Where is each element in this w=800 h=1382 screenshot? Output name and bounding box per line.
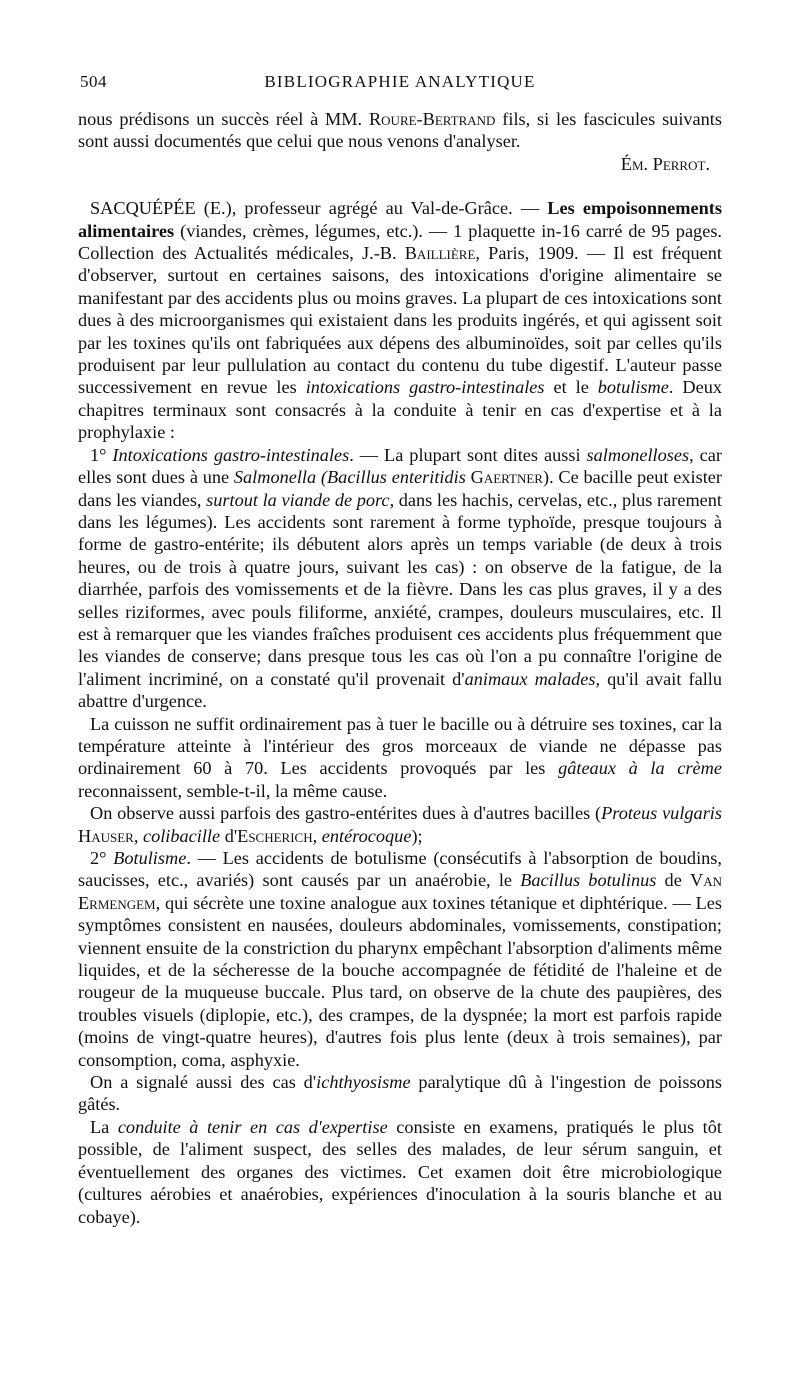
review1-closing-paragraph: nous prédisons un succès réel à MM. Roure-Bertrand fils, si les fascicules suivants sont aussi documentés que celui que nous venons d'analyser. [78,109,722,152]
paragraph-cuisson: La cuisson ne suffit ordinairement pas à tuer le bacille ou à détruire ses toxines, car la température atteinte à l'intérieur des gros morceaux de viande ne dépasse pas ordinairement 60 à 70. Les accidents provoqués par les gâteaux à la crème reconnaissent, semble-t-il, la même cause. [78,713,722,801]
paragraph-conduite: La conduite à tenir en cas d'expertise consiste en examens, pratiqués le plus tôt possible, de l'aliment suspect, des selles des malades, de leur sérum sanguin, et éventuellement des organes des victimes. Cet examen doit être microbiologique (cultures aérobies et anaérobies, expériences d'inoculation à la souris blanche et au cobaye). [78,1116,722,1227]
section-intoxications: 1° Intoxications gastro-intestinales. — La plupart sont dites aussi salmonelloses, car elles sont dues à une Salmonella (Bacillus enteritidis Gaertner). Ce bacille peut exister dans les viandes, surtout la viande de porc, dans les hachis, cervelas, etc., plus rarement dans les légumes). Les accidents sont rarement à forme typhoïde, presque toujours à forme de gastro-entérite; ils débutent alors après un temps variable (de deux à trois heures, ou de trois à quatre jours, suivant les cas) : on observe de la fatigue, de la diarrhée, parfois des vomissements et de la fièvre. Dans les cas plus graves, il y a des selles riziformes, avec pouls filiforme, anxiété, crampes, douleurs musculaires, etc. Il est à remarquer que les viandes fraîches produisent ces accidents plus fréquemment que les viandes de conserve; dans presque tous les cas où l'on a pu connaître l'origine de l'aliment incriminé, on a constaté qu'il provenait d'animaux malades, qu'il avait fallu abattre d'urgence. [78,444,723,712]
page-number: 504 [80,72,107,91]
review1-signature: Ém. Perrot. [620,153,710,174]
page-header [80,72,720,96]
paragraph-autres-bacilles: On observe aussi parfois des gastro-entérites dues à d'autres bacilles (Proteus vulgaris Hauser, colibacille d'Escherich, entérocoque); [78,803,722,846]
section-botulisme: 2° Botulisme. — Les accidents de botulisme (consécutifs à l'absorption de boudins, saucisses, etc., avariés) sont causés par un anaérobie, le Bacillus botulinus de Van Ermengem, qui sécrète une toxine analogue aux toxines tétanique et diphtérique. — Les symptômes consistent en nausées, douleurs abdominales, vomissements, constipation; viennent ensuite de la constriction du pharynx empêchant l'absorption d'aliments même liquides, et de la sécheresse de la bouche accompagnée de fétidité de l'haleine et de rougeur de la muqueuse buccale. Plus tard, on observe de la chute des paupières, des troubles visuels (diplopie, etc.), des crampes, de la dyspnée; la mort est parfois rapide (moins de vingt-quatre heures), d'autres fois plus lente (deux à trois semaines), par consomption, coma, asphyxie. [78,848,722,1070]
body-text [78,108,722,1228]
paragraph-ichthyosisme: On a signalé aussi des cas d'ichthyosisme paralytique dû à l'ingestion de poissons gâtés. [78,1072,722,1115]
publisher-name: Baillière [404,243,476,264]
name-roure-bertrand: Roure-Bertrand [368,109,496,129]
review2-citation: SACQUÉPÉE (E.), professeur agrégé au Val-de-Grâce. — Les empoisonnements alimentaires (viandes, crèmes, légumes, etc.). — 1 plaquette in-16 carré de 95 pages. Collection des Actualités médicales, J.-B. Baillière, Paris, 1909. — Il est fréquent d'observer, surtout en certaines saisons, des intoxications d'origine alimentaire se manifestant par des accidents plus ou moins graves. La plupart de ces intoxications sont dues à des microorganismes qui existaient dans les produits ingérés, et qui agissent soit par les toxines qu'ils ont fabriquées aux dépens des albuminoïdes, soit par celles qu'ils produisent par leur pullulation au contact du contenu du tube digestif. L'auteur passe successivement en revue les intoxications gastro-intestinales et le botulisme. Deux chapitres terminaux sont consacrés à la conduite à tenir en cas d'expertise et à la prophylaxie : [78,198,723,443]
running-title: BIBLIOGRAPHIE ANALYTIQUE [264,72,536,91]
book-title: Les empoisonnements alimentaires [78,198,723,241]
